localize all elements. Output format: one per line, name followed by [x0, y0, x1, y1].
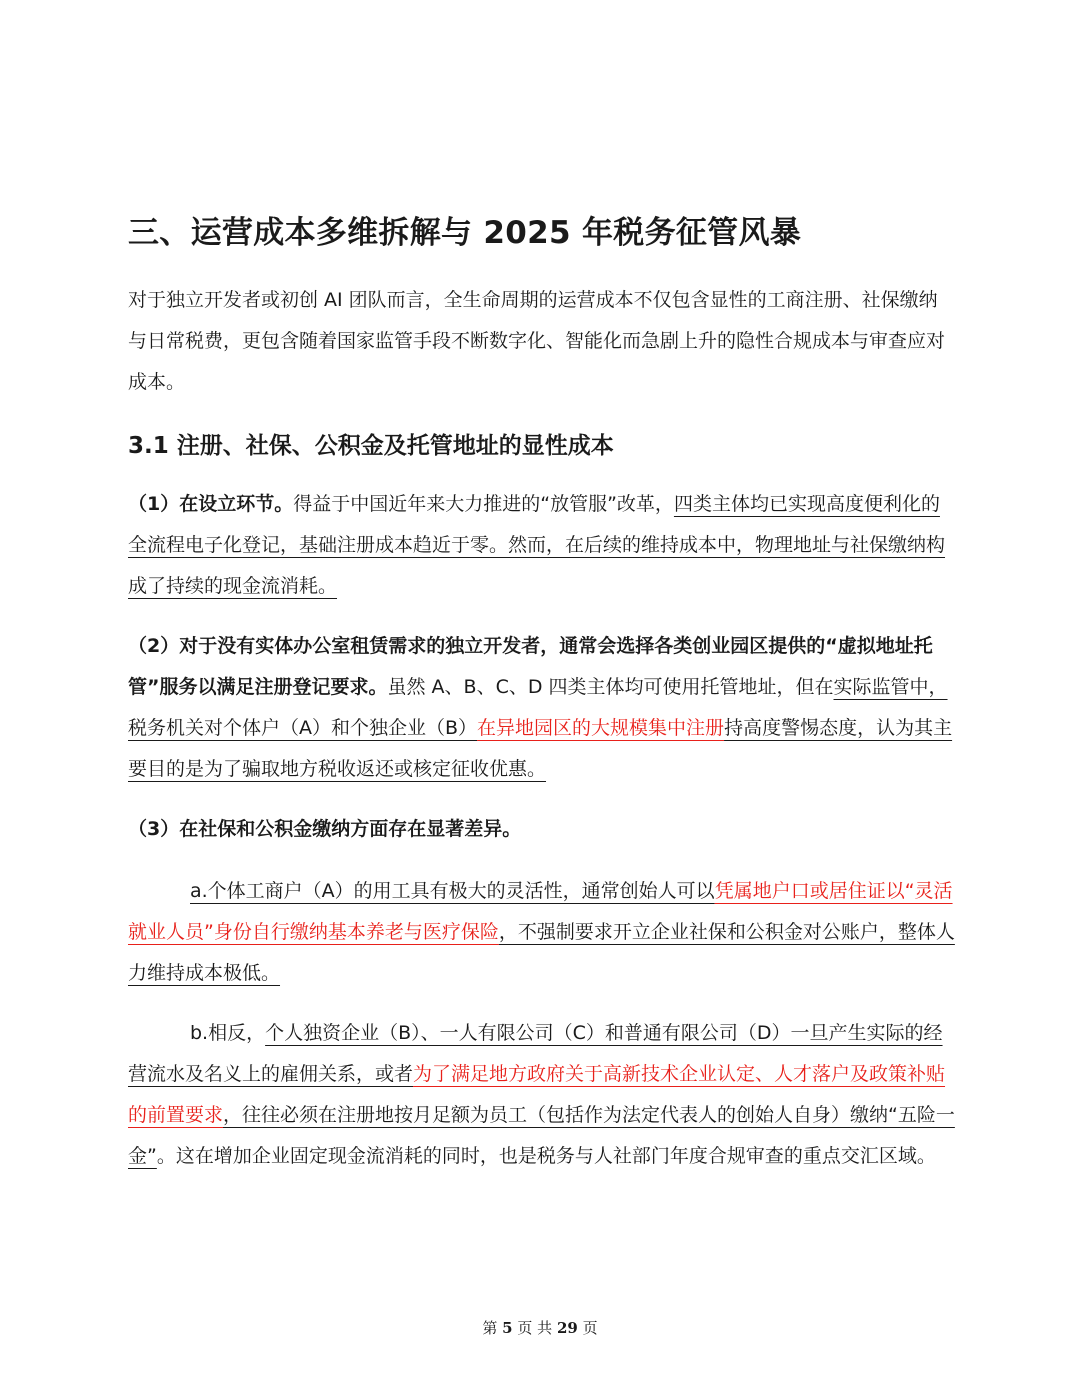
- footer-prefix: 第: [482, 1319, 498, 1337]
- paragraph-1: [128, 484, 956, 607]
- page-title: 三、运营成本多维拆解与 2025 年税务征管风暴: [128, 215, 802, 251]
- paragraph-b-highlight: 为了满足地方政府关于高新技术企业认定、人才落户及政策补贴的前置要求: [128, 1063, 946, 1126]
- section-heading: 3.1 注册、社保、公积金及托管地址的显性成本: [128, 433, 614, 459]
- paragraph-a-underlined-end: ，不强制要求开立企业社保和公积金对公账户，整体人力维持成本极低。: [128, 921, 955, 984]
- paragraph-b-text-end: 。这在增加企业固定现金流消耗的同时，也是税务与人社部门年度合规审查的重点交汇区域。: [156, 1145, 936, 1167]
- paragraph-b-underlined-end: ，往往必须在注册地按月足额为员工（包括作为法定代表人的创始人自身）缴纳“五险一金”: [128, 1104, 955, 1167]
- paragraph-2: [128, 626, 956, 790]
- paragraph-1-text: 得益于中国近年来大力推进的“放管服”改革，: [293, 493, 674, 515]
- footer-suffix: 页: [582, 1319, 598, 1337]
- paragraph-b: [128, 1013, 956, 1177]
- paragraph-a-underlined: a.个体工商户（A）的用工具有极大的灵活性，通常创始人可以: [190, 880, 715, 902]
- paragraph-2-label: （2）对于没有实体办公室租赁需求的独立开发者，通常会选择各类创业园区提供的“虚拟地址托管”服务以满足注册登记要求。: [128, 635, 933, 698]
- paragraph-2-highlight: 在异地园区的大规模集中注册: [477, 717, 725, 739]
- paragraph-3-label: （3）在社保和公积金缴纳方面存在显著差异。: [128, 818, 522, 840]
- paragraph-a: [128, 871, 956, 994]
- intro-paragraph: 对于独立开发者或初创 AI 团队而言，全生命周期的运营成本不仅包含显性的工商注册、社保缴纳与日常税费，更包含随着国家监管手段不断数字化、智能化而急剧上升的隐性合规成本与审查应对成本。: [128, 289, 946, 393]
- paragraph-1-label: （1）在设立环节。: [128, 493, 294, 515]
- paragraph-2-underlined-end: 持高度警惕态度，认为其主要目的是为了骗取地方税收返还或核定征收优惠。: [128, 717, 953, 780]
- paragraph-a-highlight: 凭属地户口或居住证以“灵活就业人员”身份自行缴纳基本养老与医疗保险: [128, 880, 953, 943]
- footer-page-number: 5: [502, 1319, 513, 1337]
- paragraph-b-text: b.相反，: [190, 1022, 266, 1044]
- paragraph-2-text: 虽然 A、B、C、D 四类主体均可使用托管地址，但在: [387, 676, 834, 698]
- footer-total-pages: 29: [556, 1319, 578, 1337]
- paragraph-b-underlined: 个人独资企业（B）、一人有限公司（C）和普通有限公司（D）一旦产生实际的经营流水及名义上的雇佣关系，或者: [128, 1022, 943, 1085]
- page-footer: [0, 1316, 1080, 1340]
- paragraph-1-underlined: 四类主体均已实现高度便利化的全流程电子化登记，基础注册成本趋近于零。然而，在后续的维持成本中，物理地址与社保缴纳构成了持续的现金流消耗。: [128, 493, 946, 597]
- paragraph-3: [128, 809, 956, 850]
- paragraph-2-underlined: 实际监管中，税务机关对个体户（A）和个独企业（B）: [128, 676, 948, 739]
- footer-mid: 页 共: [517, 1319, 553, 1337]
